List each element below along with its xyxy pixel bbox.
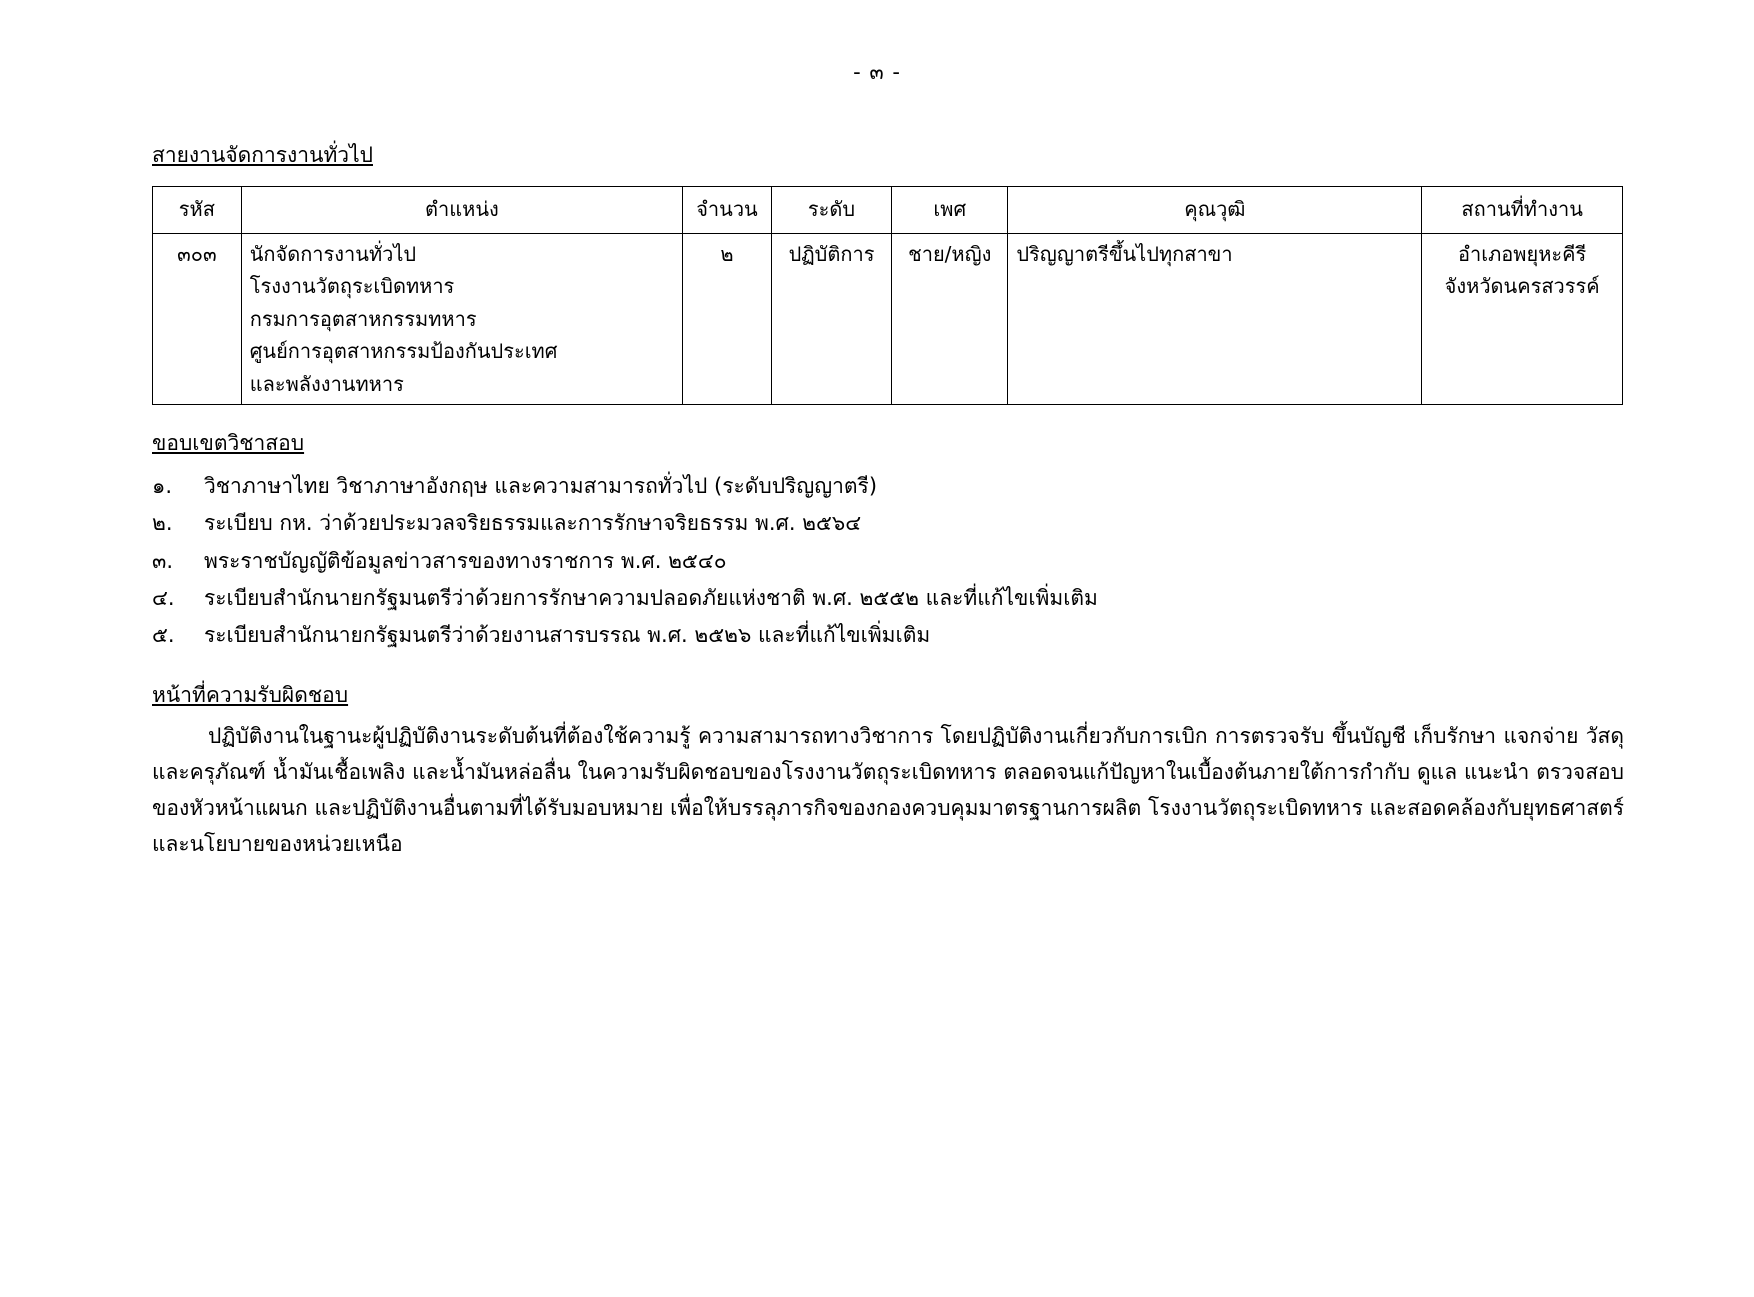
job-announcement-table [152, 186, 1623, 405]
page-number: - ๓ - [853, 60, 901, 84]
cell-qualification: ปริญญาตรีขึ้นไปทุกสาขา [1008, 234, 1422, 405]
position-line-3: กรมการอุตสาหกรรมทหาร [249, 306, 477, 331]
cell-position [241, 234, 682, 405]
cell-gender: ชาย/หญิง [892, 234, 1008, 405]
position-line-1: นักจัดการงานทั่วไป [249, 242, 417, 266]
list-item-text: ระเบียบ กห. ว่าด้วยประมวลจริยธรรมและการรักษาจริยธรรม พ.ศ. ๒๕๖๔ [204, 511, 862, 536]
document-page [0, 56, 1754, 1297]
list-item [152, 468, 1624, 505]
workplace-line-2: จังหวัดนครสวรรค์ [1444, 274, 1600, 299]
cell-code: ๓๐๓ [153, 234, 242, 405]
column-header-gender: เพศ [892, 187, 1008, 234]
table-header-row [153, 187, 1623, 234]
position-line-5: และพลังงานทหาร [249, 371, 404, 396]
list-item-text: ระเบียบสำนักนายกรัฐมนตรีว่าด้วยงานสารบรรณ พ.ศ. ๒๕๒๖ และที่แก้ไขเพิ่มเติม [204, 623, 931, 648]
cell-workplace [1422, 234, 1623, 405]
list-item [152, 505, 1624, 542]
table-body [153, 234, 1623, 405]
cell-level: ปฏิบัติการ [771, 234, 891, 405]
list-item [152, 617, 1624, 654]
position-line-4: ศูนย์การอุตสาหกรรมป้องกันประเทศ [249, 339, 558, 364]
column-header-code: รหัส [153, 187, 242, 234]
scope-heading: ขอบเขตวิชาสอบ [152, 430, 305, 455]
list-item-number: ๓. [152, 548, 174, 573]
list-item-number: ๒. [152, 511, 173, 536]
section-title-wrapper [152, 89, 1624, 182]
scope-heading-wrapper [152, 405, 1624, 460]
table-header [153, 187, 1623, 234]
position-line-2: โรงงานวัตถุระเบิดทหาร [249, 274, 455, 299]
column-header-qualification: คุณวุฒิ [1008, 187, 1422, 234]
list-item-number: ๕. [152, 623, 175, 648]
column-header-position: ตำแหน่ง [241, 187, 682, 234]
list-item-text: ระเบียบสำนักนายกรัฐมนตรีว่าด้วยการรักษาความปลอดภัยแห่งชาติ พ.ศ. ๒๕๕๒ และที่แก้ไขเพิ่มเติม [204, 586, 1098, 611]
responsibility-paragraph [152, 718, 1624, 862]
list-item [152, 543, 1624, 580]
page-content [152, 89, 1624, 862]
responsibility-heading-wrapper [152, 655, 1624, 712]
column-header-level: ระดับ [771, 187, 891, 234]
list-item-text: พระราชบัญญัติข้อมูลข่าวสารของทางราชการ พ.ศ. ๒๕๔๐ [204, 548, 727, 573]
responsibility-heading: หน้าที่ความรับผิดชอบ [152, 682, 349, 707]
list-item-number: ๔. [152, 586, 175, 611]
table-row [153, 234, 1623, 405]
responsibility-text: ปฏิบัติงานในฐานะผู้ปฏิบัติงานระดับต้นที่ต้องใช้ความรู้ ความสามารถทางวิชาการ โดยปฏิบัติงานเกี่ยวกับการเบิก การตรวจรับ ขึ้นบัญชี เก็บรักษา แจกจ่าย วัสดุและครุภัณฑ์ น้ำมันเชื้อเพลิง และน้ำมันหล่อลื่น ในความรับผิดชอบของโรงงานวัตถุระเบิดทหาร ตลอดจนแก้ปัญหาในเบื้องต้นภายใต้การกำกับ ดูแล แนะนำ ตรวจสอบ ของหัวหน้าแผนก และปฏิบัติงานอื่นตามที่ได้รับมอบหมาย เพื่อให้บรรลุภารกิจของกองควบคุมมาตรฐานการผลิต โรงงานวัตถุระเบิดทหาร และสอดคล้องกับยุทธศาสตร์และนโยบายของหน่วยเหนือ [152, 723, 1624, 857]
cell-amount: ๒ [683, 234, 772, 405]
list-item-text: วิชาภาษาไทย วิชาภาษาอังกฤษ และความสามารถทั่วไป (ระดับปริญญาตรี) [204, 473, 878, 498]
workplace-line-1: อำเภอพยุหะคีรี [1458, 242, 1587, 266]
scope-list [152, 468, 1624, 655]
list-item [152, 580, 1624, 617]
section-title: สายงานจัดการงานทั่วไป [152, 143, 373, 167]
column-header-amount: จำนวน [683, 187, 772, 234]
column-header-workplace: สถานที่ทำงาน [1422, 187, 1623, 234]
list-item-number: ๑. [152, 473, 173, 498]
